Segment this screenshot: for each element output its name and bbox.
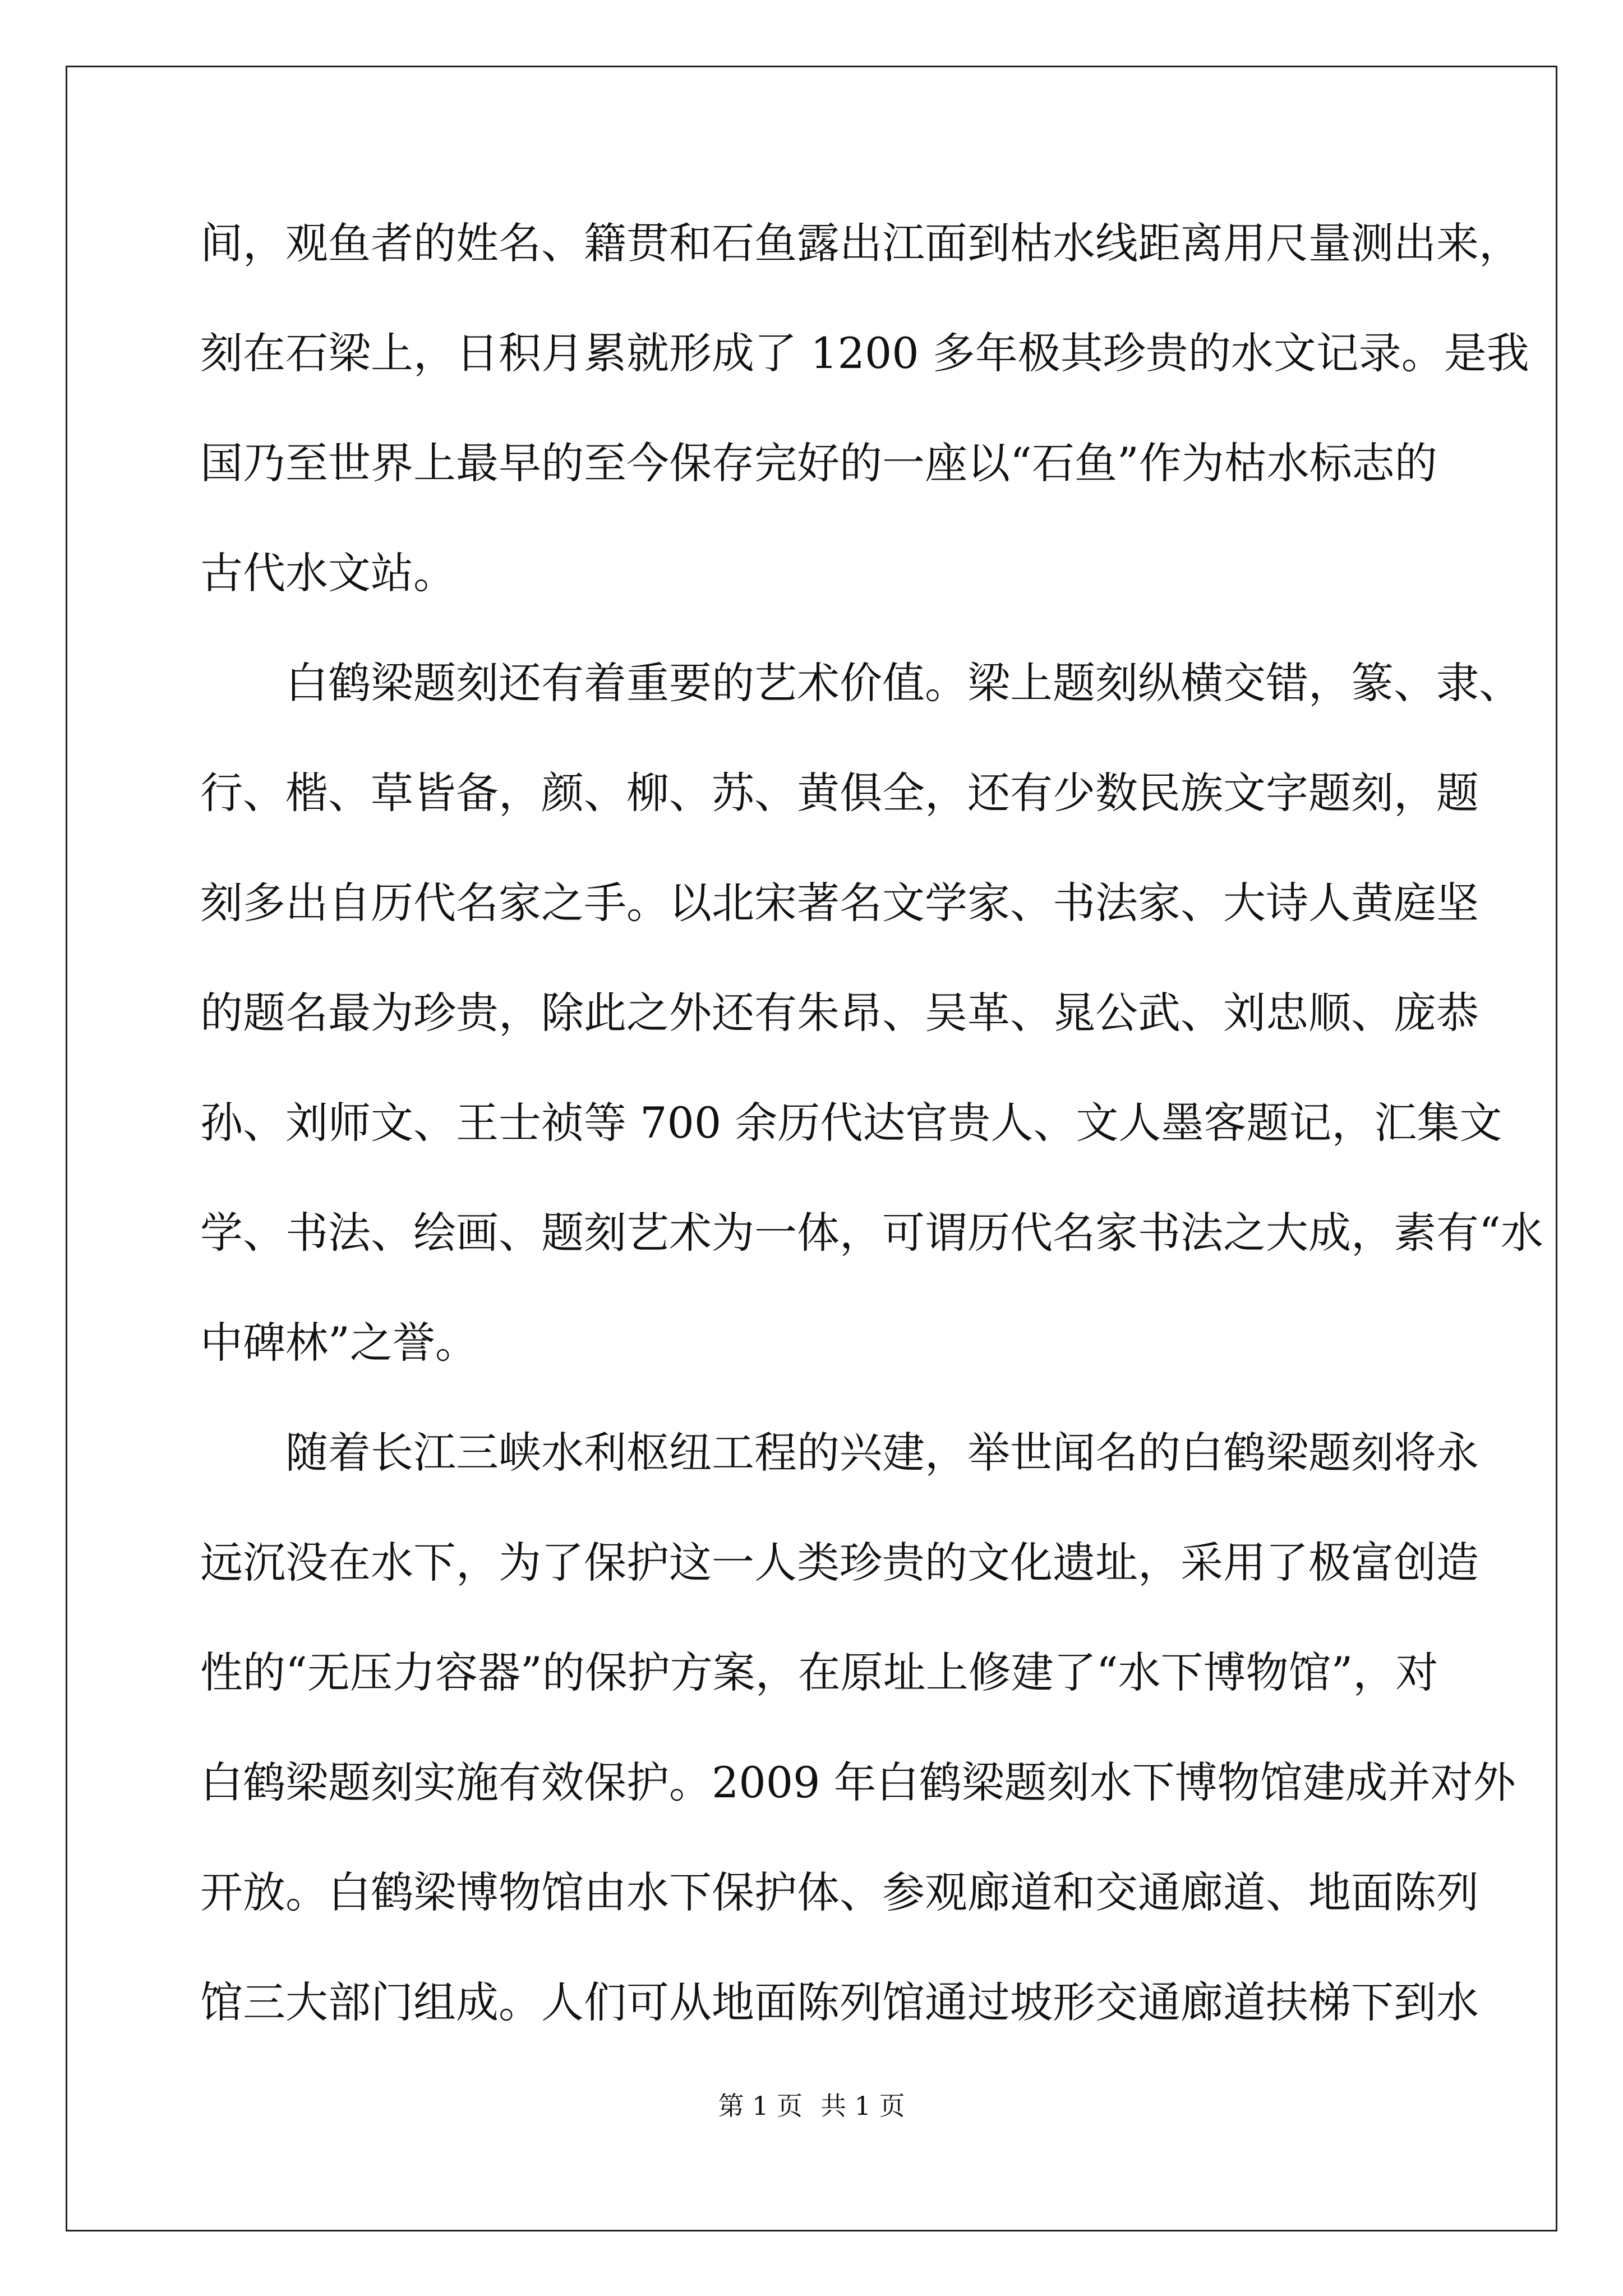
- page-number: 第 1 页: [718, 2091, 803, 2121]
- text-line: 刻多出自历代名家之手。以北宋著名文学家、书法家、大诗人黄庭坚: [200, 878, 1479, 928]
- text-line: 国乃至世界上最早的至今保存完好的一座以“石鱼”作为枯水标志的: [200, 438, 1437, 488]
- text-line: 孙、刘师文、王士祯等 700 余历代达官贵人、文人墨客题记，汇集文: [200, 1098, 1502, 1148]
- page-footer: [0, 2089, 1623, 2123]
- text-line: 中碑林”之誉。: [200, 1318, 478, 1368]
- paragraph-first-line: 随着长江三峡水利枢纽工程的兴建，举世闻名的白鹤梁题刻将永: [285, 1428, 1479, 1478]
- text-line: 古代水文站。: [200, 548, 456, 598]
- text-line: 学、书法、绘画、题刻艺术为一体，可谓历代名家书法之大成，素有“水: [200, 1208, 1543, 1258]
- text-line: 开放。白鹤梁博物馆由水下保护体、参观廊道和交通廊道、地面陈列: [200, 1867, 1479, 1917]
- page-total: 共 1 页: [820, 2091, 905, 2121]
- text-line: 间，观鱼者的姓名、籍贯和石鱼露出江面到枯水线距离用尺量测出来，: [200, 218, 1521, 268]
- text-line: 馆三大部门组成。人们可从地面陈列馆通过坡形交通廊道扶梯下到水: [200, 1977, 1479, 2027]
- text-line: 性的“无压力容器”的保护方案，在原址上修建了“水下博物馆”，对: [200, 1648, 1438, 1697]
- paragraph-first-line: 白鹤梁题刻还有着重要的艺术价值。梁上题刻纵横交错，篆、隶、: [285, 658, 1521, 708]
- text-line: 行、楷、草皆备，颜、柳、苏、黄俱全，还有少数民族文字题刻，题: [200, 768, 1479, 818]
- text-line: 的题名最为珍贵，除此之外还有朱昂、吴革、晁公武、刘忠顺、庞恭: [200, 988, 1479, 1038]
- text-line: 刻在石梁上，日积月累就形成了 1200 多年极其珍贵的水文记录。是我: [200, 328, 1529, 378]
- text-line: 远沉没在水下，为了保护这一人类珍贵的文化遗址，采用了极富创造: [200, 1538, 1479, 1588]
- text-line: 白鹤梁题刻实施有效保护。2009 年白鹤梁题刻水下博物馆建成并对外: [200, 1757, 1516, 1807]
